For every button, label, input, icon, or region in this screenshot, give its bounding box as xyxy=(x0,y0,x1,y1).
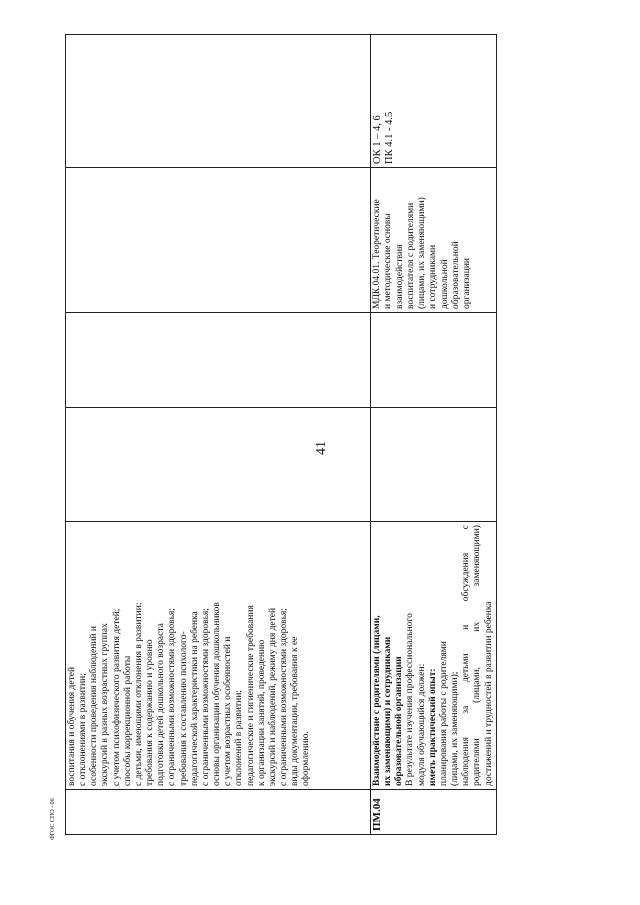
practical-experience-list xyxy=(439,525,461,786)
empty-cell xyxy=(66,168,371,313)
knowledge-line: требования к содержанию и уровню xyxy=(145,639,156,786)
empty-cell xyxy=(371,408,497,522)
knowledge-line: оформлению. xyxy=(301,731,312,786)
knowledge-line: способы коррекционной работы xyxy=(122,655,133,786)
knowledge-cell xyxy=(66,522,371,790)
knowledge-line: экскурсий и наблюдений, режиму дня детей xyxy=(267,607,278,786)
competency-code: ОК 1 – 4, 6 xyxy=(372,115,383,164)
module-intro xyxy=(405,525,427,786)
mdk-line: взаимодействия xyxy=(394,244,405,309)
mdk-line: воспитателя с родителями xyxy=(405,202,416,309)
table-row xyxy=(66,35,371,835)
knowledge-line: с отклонениями в развитии; xyxy=(78,673,89,786)
module-description-cell xyxy=(371,522,497,790)
mdk-cell xyxy=(371,168,497,313)
knowledge-line: отклонений в развитии; xyxy=(234,690,245,786)
text-line: В результате изучения профессионального xyxy=(405,613,416,786)
knowledge-line: с учетом психофизического развития детей; xyxy=(111,608,122,786)
knowledge-line: с ограниченными возможностями здоровья; xyxy=(278,608,289,786)
competencies-cell xyxy=(371,35,497,168)
empty-cell xyxy=(66,313,371,408)
knowledge-line: педагогической характеристики на ребенка xyxy=(189,611,200,786)
knowledge-line: требования к составлению психолого- xyxy=(178,631,189,786)
competency-code: ПК 4.1 - 4.5 xyxy=(384,111,395,164)
word: наблюдения xyxy=(461,737,472,786)
module-title-line: образовательной организации xyxy=(394,656,405,786)
module-code: ПМ.04 xyxy=(371,790,497,835)
knowledge-line: с ограниченными возможностями здоровья; xyxy=(200,608,211,786)
word: за xyxy=(461,705,472,714)
table-row xyxy=(371,35,497,835)
knowledge-line: подготовки детей дошкольного возраста xyxy=(156,623,167,786)
knowledge-list xyxy=(67,525,312,786)
mdk-line: и сотрудниками xyxy=(428,244,439,309)
module-title xyxy=(372,525,405,786)
word: заменяющими) xyxy=(472,525,483,587)
curriculum-table xyxy=(65,34,497,835)
word: (лицами, xyxy=(472,667,483,703)
mdk-line: МДК.04.01. Теоретические xyxy=(372,199,382,309)
mdk-title xyxy=(372,171,474,309)
knowledge-line: с ограниченными возможностями здоровья; xyxy=(167,608,178,786)
word: детьми xyxy=(461,653,472,683)
rotated-table-wrapper xyxy=(65,35,494,835)
knowledge-line: с учетом возрастных особенностей и xyxy=(223,636,234,786)
page-number: 41 xyxy=(314,441,329,455)
mdk-line: дошкольной xyxy=(439,259,450,309)
knowledge-line: основы организации обучения дошкольников xyxy=(212,602,223,786)
empty-cell xyxy=(371,313,497,408)
footer-standard-code: ФГОС СПО - 06 xyxy=(50,798,56,840)
mdk-line: (лицами, их заменяющими) xyxy=(417,197,428,309)
module-title-line: Взаимодействие с родителями (лицами, xyxy=(372,615,382,786)
empty-cell xyxy=(66,408,371,522)
text-line: модуля обучающийся должен: xyxy=(416,663,427,786)
text-line: (лицами, их заменяющими); xyxy=(450,671,461,786)
justified-line xyxy=(472,525,483,786)
knowledge-line: воспитания и обучения детей xyxy=(67,666,77,786)
word: их xyxy=(472,621,483,632)
last-line: достижений и трудностей в развитии ребенка xyxy=(483,601,494,786)
knowledge-line: виды документации, требования к ее xyxy=(290,636,301,786)
text-line: планирования работы с родителями xyxy=(438,641,449,786)
justified-line xyxy=(461,525,472,786)
index-cell xyxy=(66,790,371,835)
word: с xyxy=(461,525,472,530)
module-title-line: их заменяющими) и сотрудниками xyxy=(383,636,394,786)
word: и xyxy=(461,624,472,630)
competencies-list xyxy=(372,38,396,164)
knowledge-line: с детьми, имеющими отклонения в развитии; xyxy=(133,602,144,786)
word: родителями xyxy=(472,738,483,786)
practical-experience-label: иметь практический опыт: xyxy=(427,668,438,786)
mdk-line: образовательной xyxy=(451,241,462,309)
mdk-line: и методические основы xyxy=(383,213,394,309)
empty-cell xyxy=(66,35,371,168)
mdk-line: организации xyxy=(462,257,473,309)
knowledge-line: педагогические и гигиенические требования xyxy=(245,605,256,786)
knowledge-line: особенности проведения наблюдений и xyxy=(89,626,100,786)
knowledge-line: экскурсий в разных возрастных группах xyxy=(100,623,111,786)
knowledge-line: к организации занятий, проведению xyxy=(256,639,267,786)
word: обсуждения xyxy=(461,552,472,602)
